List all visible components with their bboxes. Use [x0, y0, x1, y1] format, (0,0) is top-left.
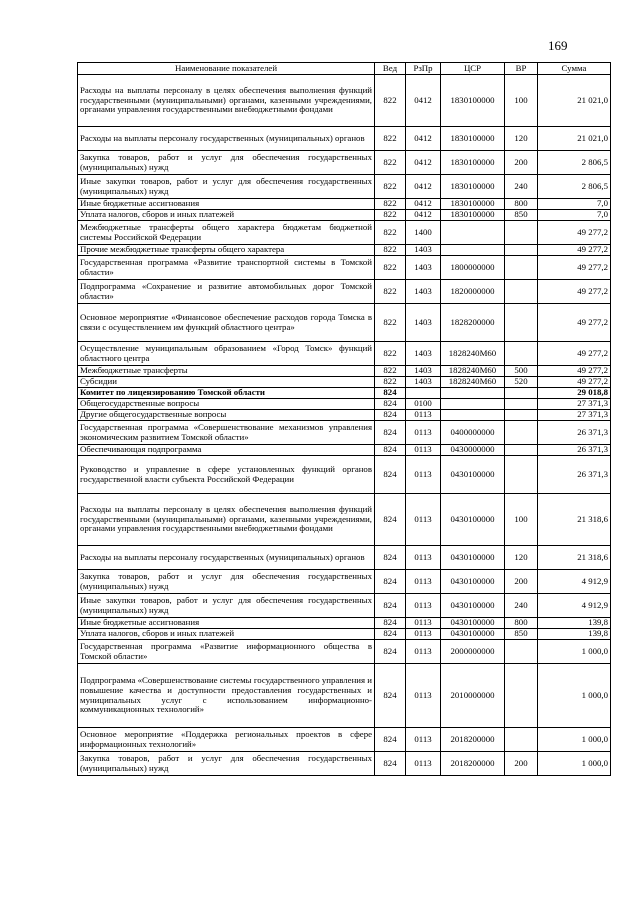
row-ved-cell: 822 — [375, 127, 406, 151]
row-rzpr-cell: 0412 — [406, 151, 441, 175]
row-sum-cell: 49 277,2 — [538, 245, 611, 256]
table-row — [78, 377, 611, 388]
table-row — [78, 342, 611, 366]
row-ved-cell: 824 — [375, 445, 406, 456]
row-sum-cell: 21 318,6 — [538, 546, 611, 570]
budget-table — [77, 62, 611, 776]
row-rzpr-cell: 0113 — [406, 664, 441, 728]
row-sum-cell: 1 000,0 — [538, 664, 611, 728]
row-ved-cell: 824 — [375, 618, 406, 629]
table-row — [78, 127, 611, 151]
row-rzpr-cell: 0113 — [406, 494, 441, 546]
row-sum-cell: 7,0 — [538, 199, 611, 210]
header-vr: ВР — [505, 63, 538, 75]
row-ved-cell: 822 — [375, 366, 406, 377]
row-rzpr-cell: 1403 — [406, 342, 441, 366]
row-vr-cell — [505, 728, 538, 752]
table-row — [78, 629, 611, 640]
row-sum-cell: 49 277,2 — [538, 377, 611, 388]
row-csr-cell: 1830100000 — [441, 75, 505, 127]
table-row — [78, 640, 611, 664]
row-ved-cell: 822 — [375, 75, 406, 127]
row-csr-cell: 1820000000 — [441, 280, 505, 304]
row-ved-cell: 824 — [375, 664, 406, 728]
table-row — [78, 570, 611, 594]
row-ved-cell: 824 — [375, 399, 406, 410]
row-sum-cell: 21 021,0 — [538, 127, 611, 151]
table-row — [78, 256, 611, 280]
row-csr-cell: 1830100000 — [441, 151, 505, 175]
row-ved-cell: 824 — [375, 546, 406, 570]
row-name-cell: Межбюджетные трансферты общего характера бюджетам бюджетной системы Российской Федерации — [78, 221, 375, 245]
row-ved-cell: 822 — [375, 199, 406, 210]
row-ved-cell: 824 — [375, 388, 406, 399]
row-name-cell: Прочие межбюджетные трансферты общего характера — [78, 245, 375, 256]
row-rzpr-cell — [406, 388, 441, 399]
row-vr-cell — [505, 342, 538, 366]
row-name-cell: Иные бюджетные ассигнования — [78, 199, 375, 210]
row-vr-cell: 240 — [505, 175, 538, 199]
row-csr-cell: 0430100000 — [441, 546, 505, 570]
row-rzpr-cell: 0412 — [406, 210, 441, 221]
row-csr-cell: 0430100000 — [441, 594, 505, 618]
table-row — [78, 421, 611, 445]
row-ved-cell: 822 — [375, 245, 406, 256]
row-sum-cell: 139,8 — [538, 618, 611, 629]
row-vr-cell: 100 — [505, 494, 538, 546]
row-csr-cell: 0400000000 — [441, 421, 505, 445]
row-rzpr-cell: 0113 — [406, 728, 441, 752]
row-sum-cell: 1 000,0 — [538, 752, 611, 776]
table-row — [78, 280, 611, 304]
row-sum-cell: 1 000,0 — [538, 640, 611, 664]
table-row — [78, 728, 611, 752]
row-name-cell: Расходы на выплаты персоналу в целях обеспечения выполнения функций государственными (муниципальными) органами, казенными учреждениями, органами управления государственными внебюджетными фондами — [78, 75, 375, 127]
row-ved-cell: 822 — [375, 280, 406, 304]
row-vr-cell: 850 — [505, 210, 538, 221]
row-ved-cell: 822 — [375, 151, 406, 175]
table-row — [78, 366, 611, 377]
row-sum-cell: 27 371,3 — [538, 410, 611, 421]
row-vr-cell: 200 — [505, 151, 538, 175]
row-name-cell: Подпрограмма «Совершенствование системы государственного управления и повышение качества и доступности предоставления государственных и муниципальных услуг с использованием информационно-коммуникационных технологий» — [78, 664, 375, 728]
table-row — [78, 618, 611, 629]
row-csr-cell — [441, 245, 505, 256]
row-ved-cell: 824 — [375, 728, 406, 752]
row-csr-cell: 1828240М60 — [441, 366, 505, 377]
table-row — [78, 388, 611, 399]
row-rzpr-cell: 0113 — [406, 456, 441, 494]
row-csr-cell: 0430100000 — [441, 494, 505, 546]
row-name-cell: Расходы на выплаты персоналу государственных (муниципальных) органов — [78, 127, 375, 151]
row-name-cell: Руководство и управление в сфере установленных функций органов государственной власти субъекта Российской Федерации — [78, 456, 375, 494]
table-row — [78, 399, 611, 410]
row-ved-cell: 824 — [375, 421, 406, 445]
row-csr-cell: 0430000000 — [441, 445, 505, 456]
header-name: Наименование показателей — [78, 63, 375, 75]
header-rzpr: РзПр — [406, 63, 441, 75]
row-vr-cell: 850 — [505, 629, 538, 640]
row-sum-cell: 1 000,0 — [538, 728, 611, 752]
row-csr-cell: 1830100000 — [441, 210, 505, 221]
table-row — [78, 245, 611, 256]
row-ved-cell: 824 — [375, 410, 406, 421]
header-ved: Вед — [375, 63, 406, 75]
row-rzpr-cell: 1403 — [406, 366, 441, 377]
row-csr-cell: 2018200000 — [441, 752, 505, 776]
row-ved-cell: 822 — [375, 210, 406, 221]
row-vr-cell: 500 — [505, 366, 538, 377]
row-sum-cell: 2 806,5 — [538, 151, 611, 175]
table-row — [78, 752, 611, 776]
row-vr-cell — [505, 280, 538, 304]
row-vr-cell: 240 — [505, 594, 538, 618]
row-ved-cell: 822 — [375, 304, 406, 342]
row-rzpr-cell: 0113 — [406, 546, 441, 570]
row-vr-cell: 800 — [505, 199, 538, 210]
row-name-cell: Закупка товаров, работ и услуг для обеспечения государственных (муниципальных) нужд — [78, 570, 375, 594]
row-sum-cell: 26 371,3 — [538, 456, 611, 494]
row-ved-cell: 824 — [375, 629, 406, 640]
row-rzpr-cell: 0412 — [406, 175, 441, 199]
row-name-cell: Расходы на выплаты персоналу в целях обеспечения выполнения функций государственными (муниципальными) органами, казенными учреждениями, органами управления государственными внебюджетными фондами — [78, 494, 375, 546]
table-row — [78, 664, 611, 728]
row-vr-cell: 520 — [505, 377, 538, 388]
row-ved-cell: 822 — [375, 377, 406, 388]
row-rzpr-cell: 1403 — [406, 245, 441, 256]
row-rzpr-cell: 0113 — [406, 594, 441, 618]
table-row — [78, 410, 611, 421]
row-csr-cell: 1830100000 — [441, 199, 505, 210]
row-rzpr-cell: 0412 — [406, 127, 441, 151]
row-ved-cell: 824 — [375, 456, 406, 494]
row-vr-cell — [505, 256, 538, 280]
table-row — [78, 151, 611, 175]
row-ved-cell: 824 — [375, 640, 406, 664]
table-row — [78, 75, 611, 127]
row-rzpr-cell: 1400 — [406, 221, 441, 245]
row-sum-cell: 139,8 — [538, 629, 611, 640]
row-rzpr-cell: 0113 — [406, 618, 441, 629]
row-rzpr-cell: 1403 — [406, 304, 441, 342]
row-vr-cell — [505, 388, 538, 399]
row-csr-cell — [441, 221, 505, 245]
row-csr-cell: 1828200000 — [441, 304, 505, 342]
row-ved-cell: 824 — [375, 752, 406, 776]
row-vr-cell — [505, 399, 538, 410]
row-sum-cell: 49 277,2 — [538, 304, 611, 342]
row-vr-cell — [505, 664, 538, 728]
row-csr-cell: 1830100000 — [441, 127, 505, 151]
row-ved-cell: 822 — [375, 175, 406, 199]
row-csr-cell: 1828240М60 — [441, 342, 505, 366]
row-rzpr-cell: 0113 — [406, 410, 441, 421]
row-rzpr-cell: 0113 — [406, 445, 441, 456]
row-sum-cell: 29 018,8 — [538, 388, 611, 399]
row-sum-cell: 49 277,2 — [538, 342, 611, 366]
row-name-cell: Государственная программа «Развитие транспортной системы в Томской области» — [78, 256, 375, 280]
row-csr-cell: 0430100000 — [441, 456, 505, 494]
table-row — [78, 221, 611, 245]
row-csr-cell: 2018200000 — [441, 728, 505, 752]
row-vr-cell: 200 — [505, 570, 538, 594]
row-name-cell: Основное мероприятие «Поддержка региональных проектов в сфере информационных технологий» — [78, 728, 375, 752]
table-row — [78, 546, 611, 570]
row-rzpr-cell: 0113 — [406, 752, 441, 776]
row-vr-cell — [505, 456, 538, 494]
row-sum-cell: 49 277,2 — [538, 256, 611, 280]
row-sum-cell: 49 277,2 — [538, 280, 611, 304]
row-ved-cell: 822 — [375, 342, 406, 366]
row-name-cell: Комитет по лицензированию Томской области — [78, 388, 375, 399]
row-rzpr-cell: 0100 — [406, 399, 441, 410]
row-name-cell: Уплата налогов, сборов и иных платежей — [78, 210, 375, 221]
row-vr-cell — [505, 445, 538, 456]
row-csr-cell: 1830100000 — [441, 175, 505, 199]
row-name-cell: Закупка товаров, работ и услуг для обеспечения государственных (муниципальных) нужд — [78, 752, 375, 776]
row-sum-cell: 49 277,2 — [538, 221, 611, 245]
row-name-cell: Иные бюджетные ассигнования — [78, 618, 375, 629]
page-number: 169 — [548, 38, 568, 53]
row-name-cell: Осуществление муниципальным образованием «Город Томск» функций областного центра — [78, 342, 375, 366]
row-name-cell: Государственная программа «Совершенствование механизмов управления экономическим развитием Томской области» — [78, 421, 375, 445]
row-sum-cell: 4 912,9 — [538, 594, 611, 618]
row-csr-cell — [441, 388, 505, 399]
row-vr-cell — [505, 410, 538, 421]
header-csr: ЦСР — [441, 63, 505, 75]
row-csr-cell: 1828240М60 — [441, 377, 505, 388]
row-sum-cell: 21 318,6 — [538, 494, 611, 546]
row-sum-cell: 21 021,0 — [538, 75, 611, 127]
row-rzpr-cell: 0113 — [406, 421, 441, 445]
row-sum-cell: 4 912,9 — [538, 570, 611, 594]
row-name-cell: Государственная программа «Развитие информационного общества в Томской области» — [78, 640, 375, 664]
row-vr-cell — [505, 421, 538, 445]
row-csr-cell — [441, 410, 505, 421]
row-vr-cell — [505, 221, 538, 245]
row-name-cell: Общегосударственные вопросы — [78, 399, 375, 410]
row-rzpr-cell: 1403 — [406, 256, 441, 280]
table-row — [78, 175, 611, 199]
table-row — [78, 304, 611, 342]
row-name-cell: Другие общегосударственные вопросы — [78, 410, 375, 421]
row-vr-cell — [505, 640, 538, 664]
table-row — [78, 494, 611, 546]
row-rzpr-cell: 1403 — [406, 280, 441, 304]
row-rzpr-cell: 0113 — [406, 570, 441, 594]
row-ved-cell: 824 — [375, 570, 406, 594]
row-name-cell: Субсидии — [78, 377, 375, 388]
row-vr-cell: 200 — [505, 752, 538, 776]
row-name-cell: Подпрограмма «Сохранение и развитие автомобильных дорог Томской области» — [78, 280, 375, 304]
row-sum-cell: 26 371,3 — [538, 421, 611, 445]
row-name-cell: Основное мероприятие «Финансовое обеспечение расходов города Томска в связи с осуществлением им функций областного центра» — [78, 304, 375, 342]
row-rzpr-cell: 0412 — [406, 75, 441, 127]
row-csr-cell — [441, 399, 505, 410]
table-row — [78, 594, 611, 618]
row-sum-cell: 49 277,2 — [538, 366, 611, 377]
row-name-cell: Обеспечивающая подпрограмма — [78, 445, 375, 456]
row-csr-cell: 0430100000 — [441, 570, 505, 594]
row-sum-cell: 26 371,3 — [538, 445, 611, 456]
row-name-cell: Уплата налогов, сборов и иных платежей — [78, 629, 375, 640]
row-csr-cell: 0430100000 — [441, 629, 505, 640]
row-rzpr-cell: 0113 — [406, 640, 441, 664]
row-rzpr-cell: 1403 — [406, 377, 441, 388]
row-sum-cell: 27 371,3 — [538, 399, 611, 410]
row-vr-cell: 120 — [505, 546, 538, 570]
row-sum-cell: 7,0 — [538, 210, 611, 221]
row-vr-cell: 100 — [505, 75, 538, 127]
row-csr-cell: 1800000000 — [441, 256, 505, 280]
row-ved-cell: 824 — [375, 494, 406, 546]
row-ved-cell: 822 — [375, 256, 406, 280]
row-csr-cell: 2010000000 — [441, 664, 505, 728]
header-sum: Сумма — [538, 63, 611, 75]
table-row — [78, 199, 611, 210]
table-header-row — [78, 63, 611, 75]
row-rzpr-cell: 0412 — [406, 199, 441, 210]
table-row — [78, 456, 611, 494]
table-row — [78, 445, 611, 456]
row-name-cell: Межбюджетные трансферты — [78, 366, 375, 377]
row-rzpr-cell: 0113 — [406, 629, 441, 640]
row-name-cell: Закупка товаров, работ и услуг для обеспечения государственных (муниципальных) нужд — [78, 151, 375, 175]
table-row — [78, 210, 611, 221]
row-vr-cell: 800 — [505, 618, 538, 629]
row-csr-cell: 0430100000 — [441, 618, 505, 629]
row-csr-cell: 2000000000 — [441, 640, 505, 664]
row-vr-cell: 120 — [505, 127, 538, 151]
row-name-cell: Иные закупки товаров, работ и услуг для обеспечения государственных (муниципальных) нужд — [78, 594, 375, 618]
row-ved-cell: 822 — [375, 221, 406, 245]
row-vr-cell — [505, 304, 538, 342]
row-ved-cell: 824 — [375, 594, 406, 618]
row-sum-cell: 2 806,5 — [538, 175, 611, 199]
row-name-cell: Иные закупки товаров, работ и услуг для обеспечения государственных (муниципальных) нужд — [78, 175, 375, 199]
row-vr-cell — [505, 245, 538, 256]
row-name-cell: Расходы на выплаты персоналу государственных (муниципальных) органов — [78, 546, 375, 570]
